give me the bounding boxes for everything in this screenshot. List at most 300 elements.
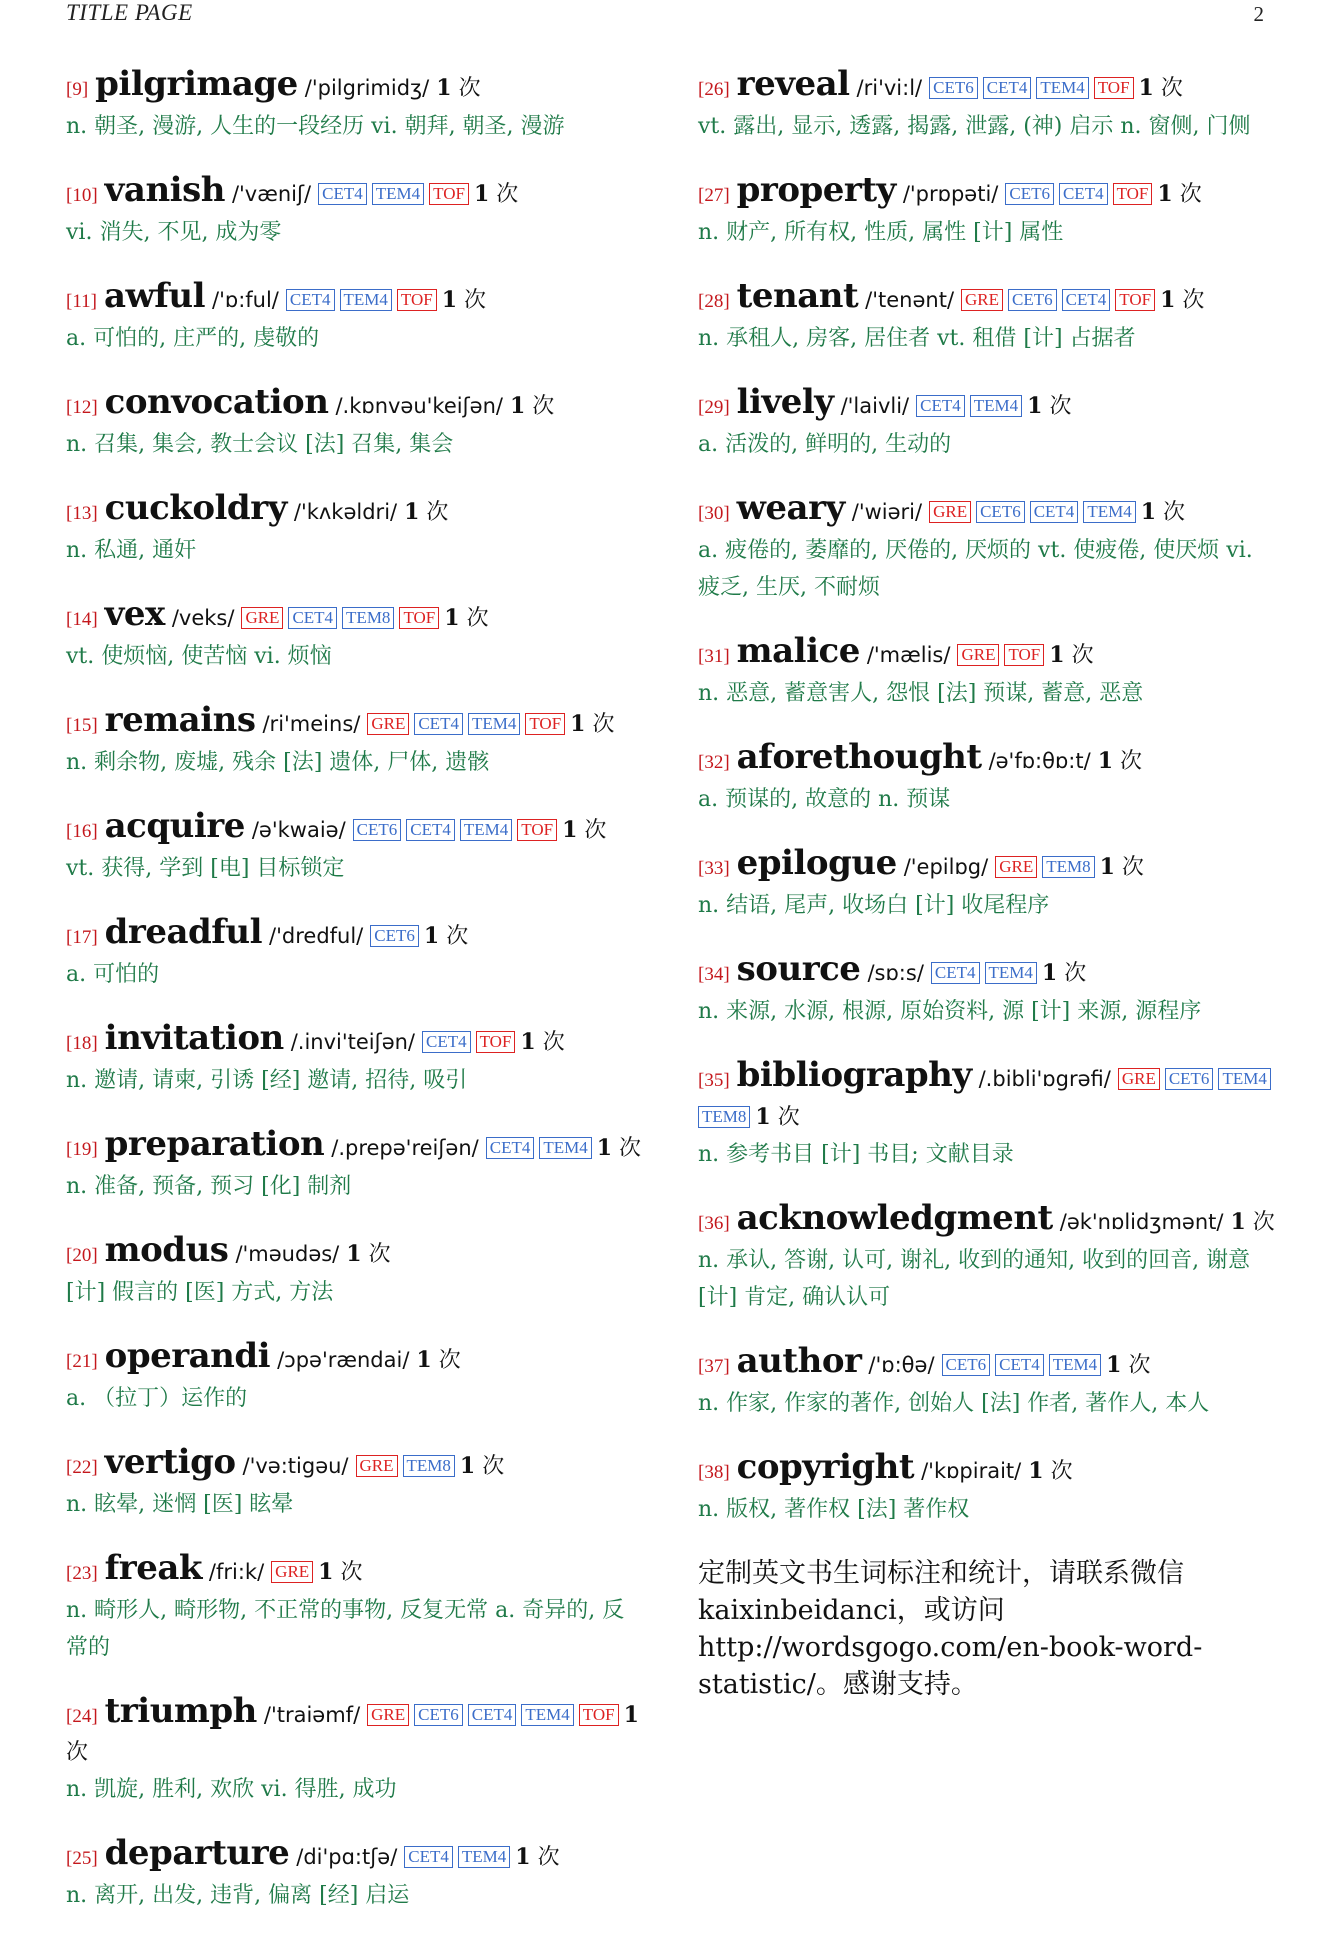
entry-word: triumph: [104, 1691, 257, 1731]
exam-tag-cet4: CET4: [931, 962, 980, 984]
count-number: 1: [436, 75, 452, 101]
entry-definition: a. （拉丁）运作的: [66, 1386, 248, 1411]
entry-definition: vt. 露出, 显示, 透露, 揭露, 泄露, (神) 启示 n. 窗侧, 门侧: [698, 114, 1251, 139]
exam-tag-cet4: CET4: [404, 1846, 453, 1868]
occurrence-count: [1100, 855, 1144, 880]
count-unit: 次: [1120, 749, 1143, 774]
entry-definition: n. 剩余物, 废墟, 残余 [法] 遗体, 尸体, 遗骸: [66, 750, 490, 775]
entry-word: awful: [103, 276, 206, 316]
entry-phonetic: /veks/: [171, 606, 235, 630]
exam-tag-tof: TOF: [399, 607, 439, 629]
entry-headline: [698, 951, 1278, 993]
entry-phonetic: /.invi'teiʃən/: [290, 1030, 415, 1054]
entry-phonetic: /.kɒnvəu'keiʃən/: [335, 394, 503, 418]
count-number: 1: [1138, 75, 1154, 101]
entry-word: departure: [104, 1833, 290, 1873]
entry-word: freak: [104, 1548, 202, 1588]
entry-phonetic: /.prepə'reiʃən/: [331, 1136, 479, 1160]
entry-number: [21]: [66, 1351, 98, 1372]
count-number: 1: [444, 605, 460, 631]
exam-tag-cet6: CET6: [1005, 183, 1054, 205]
word-entry: [698, 1343, 1278, 1422]
exam-tag-gre: GRE: [356, 1455, 398, 1477]
entry-phonetic: /fri:k/: [208, 1560, 265, 1584]
entry-headline: [66, 596, 646, 638]
entry-headline: [66, 490, 646, 532]
entry-definition: n. 眩晕, 迷惘 [医] 眩晕: [66, 1492, 294, 1517]
exam-tag-cet4: CET4: [995, 1354, 1044, 1376]
entry-definition: n. 恶意, 蓄意害人, 怨恨 [法] 预谋, 蓄意, 恶意: [698, 681, 1144, 706]
entry-word: pilgrimage: [95, 64, 298, 104]
count-number: 1: [562, 817, 578, 843]
entry-definition: vt. 获得, 学到 [电] 目标锁定: [66, 856, 345, 881]
word-entry: [698, 1057, 1278, 1173]
count-unit: 次: [1252, 1210, 1275, 1235]
entry-definition: vt. 使烦恼, 使苦恼 vi. 烦恼: [66, 644, 332, 669]
count-number: 1: [596, 1135, 613, 1161]
entry-word: lively: [736, 382, 834, 422]
count-number: 1: [570, 711, 586, 737]
entry-number: [12]: [66, 397, 98, 418]
entry-definition: n. 版权, 著作权 [法] 著作权: [698, 1497, 970, 1522]
occurrence-count: [1028, 1459, 1072, 1484]
right-column: [698, 66, 1278, 1703]
entry-word: cuckoldry: [104, 488, 287, 528]
occurrence-count: [562, 818, 606, 843]
entry-headline: [66, 172, 646, 214]
entry-word: aforethought: [736, 737, 982, 777]
exam-tag-cet6: CET6: [942, 1354, 991, 1376]
word-entry: [698, 490, 1278, 606]
entry-phonetic: /.bibli'ɒgrəfi/: [978, 1067, 1111, 1091]
exam-tag-gre: GRE: [367, 1704, 409, 1726]
occurrence-count: [404, 500, 448, 525]
word-entry: [66, 914, 646, 993]
count-unit: 次: [777, 1105, 800, 1130]
count-number: 1: [1041, 960, 1058, 986]
entry-phonetic: /'epilɒg/: [903, 855, 989, 879]
occurrence-count: [436, 76, 480, 101]
entry-definition: n. 私通, 通奸: [66, 538, 197, 563]
entry-definition: n. 离开, 出发, 违背, 偏离 [经] 启运: [66, 1883, 410, 1908]
entry-word: tenant: [736, 276, 859, 316]
entry-phonetic: /'ɒ:θə/: [868, 1353, 935, 1377]
exam-tag-cet4: CET4: [288, 607, 337, 629]
word-entry: [66, 172, 646, 251]
entry-headline: [698, 739, 1278, 781]
occurrence-count: [597, 1136, 641, 1161]
entry-word: remains: [104, 700, 256, 740]
entry-word: operandi: [104, 1336, 271, 1376]
entry-number: [14]: [66, 609, 98, 630]
exam-tag-tof: TOF: [397, 289, 437, 311]
exam-tag-tem4: TEM4: [1218, 1068, 1270, 1090]
count-unit: 次: [1121, 855, 1144, 880]
exam-tag-tem4: TEM4: [539, 1137, 591, 1159]
count-unit: 次: [496, 182, 519, 207]
word-entry: [66, 1693, 646, 1808]
word-entry: [66, 1550, 646, 1666]
exam-tag-cet6: CET6: [1165, 1068, 1214, 1090]
exam-tag-tem4: TEM4: [1036, 77, 1088, 99]
entry-definition: n. 财产, 所有权, 性质, 属性 [计] 属性: [698, 220, 1064, 245]
exam-tag-tof: TOF: [429, 183, 469, 205]
entry-phonetic: /ə'kwaiə/: [251, 818, 346, 842]
entry-definition: n. 参考书目 [计] 书目; 文献目录: [698, 1142, 1014, 1167]
entry-number: [30]: [698, 503, 730, 524]
count-number: 1: [1140, 499, 1157, 525]
entry-number: [27]: [698, 185, 730, 206]
entry-number: [34]: [698, 964, 730, 985]
word-entry: [66, 702, 646, 781]
occurrence-count: [755, 1105, 799, 1130]
word-entry: [66, 1338, 646, 1417]
count-unit: 次: [1050, 1459, 1073, 1484]
entry-number: [35]: [698, 1070, 730, 1091]
word-entry: [698, 845, 1278, 924]
exam-tag-gre: GRE: [961, 289, 1003, 311]
entry-headline: [698, 633, 1278, 675]
word-entry: [66, 1835, 646, 1914]
count-unit: 次: [619, 1136, 642, 1161]
exam-tag-tem4: TEM4: [985, 962, 1037, 984]
entry-number: [36]: [698, 1213, 730, 1234]
entry-phonetic: /'kʌkəldri/: [293, 500, 398, 524]
occurrence-count: [1049, 643, 1093, 668]
exam-tag-cet4: CET4: [318, 183, 367, 205]
count-unit: 次: [537, 1845, 560, 1870]
count-number: 1: [1106, 1352, 1122, 1378]
exam-tag-tem4: TEM4: [460, 819, 512, 841]
count-unit: 次: [1163, 500, 1186, 525]
entry-word: copyright: [736, 1447, 915, 1487]
contact-notice: 定制英文书生词标注和统计，请联系微信 kaixinbeidanci，或访问 http://wordsgogo.com/en-book-word-statistic/。感谢支持。: [698, 1558, 1203, 1700]
entry-definition: vi. 消失, 不见, 成为零: [66, 220, 282, 245]
exam-tag-tem4: TEM4: [1049, 1354, 1101, 1376]
count-unit: 次: [482, 1454, 505, 1479]
count-unit: 次: [1182, 288, 1205, 313]
entry-number: [37]: [698, 1356, 730, 1377]
entry-word: malice: [736, 631, 860, 671]
exam-tag-cet4: CET4: [406, 819, 455, 841]
occurrence-count: [1230, 1210, 1274, 1235]
entry-number: [31]: [698, 646, 730, 667]
entry-phonetic: /sɒ:s/: [867, 961, 924, 985]
exam-tag-gre: GRE: [957, 644, 999, 666]
entry-number: [9]: [66, 79, 89, 100]
word-entry: [66, 596, 646, 675]
exam-tag-tem4: TEM4: [1083, 501, 1135, 523]
word-entry: [66, 66, 646, 145]
entry-phonetic: /'traiəmf/: [263, 1703, 361, 1727]
count-unit: 次: [340, 1560, 363, 1585]
exam-tag-cet4: CET4: [983, 77, 1032, 99]
entry-number: [32]: [698, 752, 730, 773]
entry-headline: [66, 1020, 646, 1062]
right-entry-list: [698, 66, 1278, 1528]
entry-headline: [66, 278, 646, 320]
exam-tag-tof: TOF: [525, 713, 565, 735]
word-entry: [698, 951, 1278, 1030]
entry-number: [10]: [66, 185, 98, 206]
entry-headline: [66, 1835, 646, 1877]
exam-tag-cet6: CET6: [976, 501, 1025, 523]
entry-headline: [66, 1693, 646, 1771]
entry-phonetic: /'ɒ:ful/: [212, 288, 279, 312]
occurrence-count: [442, 288, 486, 313]
count-number: 1: [473, 181, 490, 207]
entry-phonetic: /'məudəs/: [235, 1242, 340, 1266]
count-number: 1: [318, 1559, 334, 1585]
occurrence-count: [1157, 182, 1201, 207]
entry-number: [33]: [698, 858, 730, 879]
exam-tag-cet4: CET4: [1059, 183, 1108, 205]
entry-phonetic: /'və:tigəu/: [242, 1454, 349, 1478]
entry-number: [29]: [698, 397, 730, 418]
word-entry: [698, 384, 1278, 463]
exam-tag-tof: TOF: [1004, 644, 1044, 666]
word-entry: [66, 1444, 646, 1523]
exam-tag-cet4: CET4: [1030, 501, 1079, 523]
word-entry: [698, 172, 1278, 251]
entry-definition: n. 邀请, 请柬, 引诱 [经] 邀请, 招待, 吸引: [66, 1068, 468, 1093]
count-unit: 次: [446, 924, 469, 949]
word-entry: [66, 490, 646, 569]
exam-tag-cet4: CET4: [486, 1137, 535, 1159]
entry-headline: [698, 845, 1278, 887]
entry-headline: [66, 1126, 646, 1168]
entry-headline: [66, 808, 646, 850]
word-entry: [698, 1200, 1278, 1316]
exam-tag-cet6: CET6: [929, 77, 978, 99]
entry-number: [15]: [66, 715, 98, 736]
entry-headline: [66, 1444, 646, 1486]
entry-definition: n. 召集, 集会, 教士会议 [法] 召集, 集会: [66, 432, 454, 457]
entry-word: weary: [736, 488, 845, 528]
entry-number: [26]: [698, 79, 730, 100]
exam-tag-tem8: TEM8: [1042, 856, 1094, 878]
entry-word: dreadful: [104, 912, 263, 952]
entry-phonetic: /ək'nɒlidʒmənt/: [1059, 1210, 1224, 1234]
count-number: 1: [1099, 854, 1115, 880]
count-unit: 次: [368, 1242, 391, 1267]
word-entry: [66, 1126, 646, 1205]
count-unit: 次: [542, 1030, 565, 1055]
count-number: 1: [346, 1241, 362, 1267]
count-unit: 次: [66, 1740, 89, 1765]
count-unit: 次: [458, 76, 481, 101]
entry-headline: [698, 1200, 1278, 1242]
entry-headline: [698, 278, 1278, 320]
count-unit: 次: [464, 288, 487, 313]
exam-tag-tof: TOF: [1113, 183, 1153, 205]
occurrence-count: [1027, 394, 1071, 419]
entry-number: [16]: [66, 821, 98, 842]
exam-tag-tem4: TEM4: [340, 289, 392, 311]
exam-tag-cet4: CET4: [1062, 289, 1111, 311]
count-unit: 次: [1179, 182, 1202, 207]
exam-tag-cet6: CET6: [414, 1704, 463, 1726]
entry-headline: [66, 1338, 646, 1380]
exam-tag-cet4: CET4: [916, 395, 965, 417]
entry-number: [38]: [698, 1462, 730, 1483]
entry-word: source: [736, 949, 861, 989]
entry-headline: [698, 1057, 1278, 1136]
left-column: [66, 66, 646, 1941]
occurrence-count: [1141, 500, 1185, 525]
exam-tag-cet4: CET4: [286, 289, 335, 311]
entry-word: property: [736, 170, 896, 210]
occurrence-count: [416, 1348, 460, 1373]
count-number: 1: [459, 1453, 476, 1479]
word-entry: [698, 278, 1278, 357]
count-number: 1: [515, 1844, 531, 1870]
count-unit: 次: [466, 606, 489, 631]
occurrence-count: [515, 1845, 559, 1870]
count-number: 1: [1049, 642, 1065, 668]
occurrence-count: [474, 182, 518, 207]
entry-number: [24]: [66, 1706, 98, 1727]
entry-phonetic: /'pilgrimidʒ/: [304, 76, 430, 100]
occurrence-count: [1042, 961, 1086, 986]
exam-tag-cet6: CET6: [370, 925, 419, 947]
occurrence-count: [1139, 76, 1183, 101]
entry-definition: n. 朝圣, 漫游, 人生的一段经历 vi. 朝拜, 朝圣, 漫游: [66, 114, 565, 139]
exam-tag-gre: GRE: [271, 1561, 313, 1583]
entry-definition: n. 凯旋, 胜利, 欢欣 vi. 得胜, 成功: [66, 1777, 397, 1802]
entry-word: reveal: [736, 64, 850, 104]
entry-definition: a. 预谋的, 故意的 n. 预谋: [698, 787, 951, 812]
word-entry: [66, 384, 646, 463]
entry-definition: n. 承认, 答谢, 认可, 谢礼, 收到的通知, 收到的回音, 谢意 [计] 肯定, 确认认可: [698, 1248, 1251, 1310]
entry-word: convocation: [104, 382, 329, 422]
occurrence-count: [346, 1242, 390, 1267]
entry-definition: n. 作家, 作家的著作, 创始人 [法] 作者, 著作人, 本人: [698, 1391, 1210, 1416]
exam-tag-tof: TOF: [1115, 289, 1155, 311]
entry-definition: a. 可怕的, 庄严的, 虔敬的: [66, 326, 320, 351]
exam-tag-tem4: TEM4: [468, 713, 520, 735]
entry-number: [28]: [698, 291, 730, 312]
entry-phonetic: /'væniʃ/: [231, 182, 312, 206]
occurrence-count: [520, 1030, 564, 1055]
count-unit: 次: [426, 500, 449, 525]
entry-definition: n. 承租人, 房客, 居住者 vt. 租借 [计] 占据者: [698, 326, 1136, 351]
word-entry: [698, 633, 1278, 712]
entry-word: acknowledgment: [736, 1198, 1053, 1238]
entry-phonetic: /'mælis/: [866, 643, 951, 667]
occurrence-count: [444, 606, 488, 631]
occurrence-count: [424, 924, 468, 949]
entry-word: vex: [104, 594, 165, 634]
count-number: 1: [416, 1347, 432, 1373]
entry-headline: [698, 1449, 1278, 1491]
entry-headline: [66, 384, 646, 426]
exam-tag-tem4: TEM4: [458, 1846, 510, 1868]
exam-tag-tem4: TEM4: [970, 395, 1022, 417]
entry-number: [13]: [66, 503, 98, 524]
entry-headline: [66, 66, 646, 108]
entry-phonetic: /'wiəri/: [851, 500, 923, 524]
count-unit: 次: [592, 712, 615, 737]
exam-tag-gre: GRE: [241, 607, 283, 629]
count-number: 1: [423, 923, 440, 949]
entry-phonetic: /di'pɑ:tʃə/: [296, 1845, 398, 1869]
exam-tag-cet4: CET4: [422, 1031, 471, 1053]
exam-tag-cet4: CET4: [468, 1704, 517, 1726]
exam-tag-gre: GRE: [1118, 1068, 1160, 1090]
entry-number: [25]: [66, 1848, 98, 1869]
entry-definition: n. 畸形人, 畸形物, 不正常的事物, 反复无常 a. 奇异的, 反常的: [66, 1598, 625, 1660]
entry-definition: [计] 假言的 [医] 方式, 方法: [66, 1280, 334, 1305]
entry-word: preparation: [104, 1124, 325, 1164]
entry-phonetic: /ɔpə'rændai/: [277, 1348, 410, 1372]
count-unit: 次: [1071, 643, 1094, 668]
count-number: 1: [623, 1702, 639, 1728]
exam-tag-tof: TOF: [476, 1031, 516, 1053]
entry-phonetic: /'laivli/: [840, 394, 910, 418]
word-entry: [66, 808, 646, 887]
entry-definition: a. 活泼的, 鲜明的, 生动的: [698, 432, 952, 457]
entry-number: [23]: [66, 1563, 98, 1584]
word-entry: [698, 66, 1278, 145]
count-number: 1: [1157, 181, 1173, 207]
entry-headline: [66, 1550, 646, 1592]
entry-phonetic: /'tenənt/: [865, 288, 955, 312]
entry-number: [20]: [66, 1245, 98, 1266]
entry-headline: [66, 702, 646, 744]
occurrence-count: [1106, 1353, 1150, 1378]
count-number: 1: [441, 287, 458, 313]
entry-number: [17]: [66, 927, 98, 948]
entry-word: invitation: [104, 1018, 284, 1058]
exam-tag-gre: GRE: [995, 856, 1037, 878]
occurrence-count: [510, 394, 554, 419]
entry-definition: a. 疲倦的, 萎靡的, 厌倦的, 厌烦的 vt. 使疲倦, 使厌烦 vi. 疲乏, 生厌, 不耐烦: [698, 538, 1253, 600]
count-number: 1: [1028, 1458, 1044, 1484]
word-entry: [698, 1449, 1278, 1528]
entry-headline: [698, 172, 1278, 214]
entry-word: vanish: [104, 170, 225, 210]
entry-word: author: [736, 1341, 862, 1381]
occurrence-count: [1098, 749, 1142, 774]
word-entry: [698, 739, 1278, 818]
count-unit: 次: [532, 394, 555, 419]
exam-tag-gre: GRE: [929, 501, 971, 523]
exam-tag-cet6: CET6: [1008, 289, 1057, 311]
word-entry: [66, 1232, 646, 1311]
occurrence-count: [1160, 288, 1204, 313]
count-unit: 次: [438, 1348, 461, 1373]
exam-tag-cet4: CET4: [414, 713, 463, 735]
count-number: 1: [755, 1104, 771, 1130]
exam-tag-tem8: TEM8: [698, 1106, 750, 1128]
entry-headline: [66, 914, 646, 956]
count-unit: 次: [1160, 76, 1183, 101]
count-number: 1: [1160, 287, 1176, 313]
entry-phonetic: /'kɒpirait/: [921, 1459, 1022, 1483]
exam-tag-tem8: TEM8: [342, 607, 394, 629]
entry-word: bibliography: [736, 1055, 972, 1095]
entry-number: [22]: [66, 1457, 98, 1478]
occurrence-count: [570, 712, 614, 737]
entry-headline: [698, 384, 1278, 426]
exam-tag-tem4: TEM4: [521, 1704, 573, 1726]
entry-definition: n. 准备, 预备, 预习 [化] 制剂: [66, 1174, 352, 1199]
count-number: 1: [1230, 1209, 1246, 1235]
entry-phonetic: /ri'vi:l/: [856, 76, 923, 100]
entry-phonetic: /ə'fɒ:θɒ:t/: [988, 749, 1091, 773]
entry-definition: a. 可怕的: [66, 962, 160, 987]
